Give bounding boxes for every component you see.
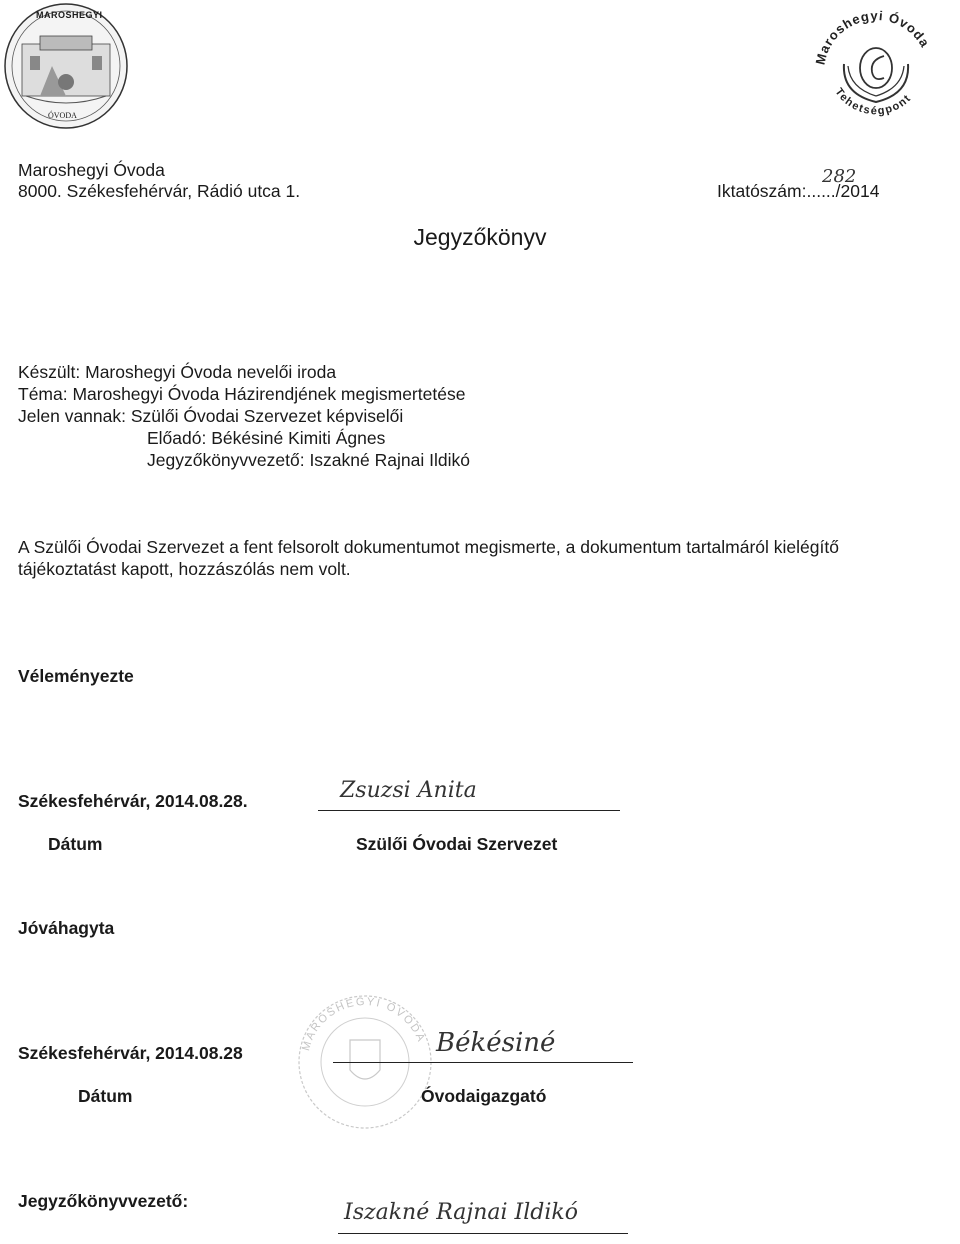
body-line-1: A Szülői Óvodai Szervezet a fent felsorolt dokumentumot megismerte, a dokumentum tartalmáról kielégítő <box>18 537 839 557</box>
reg-dots: ...... <box>806 181 836 201</box>
detail-present: Jelen vannak: Szülői Óvodai Szervezet képviselői <box>18 406 404 426</box>
logo-arc-bottom: Tehetségpont <box>832 86 914 118</box>
signature-line-parents <box>318 810 620 811</box>
detail-minutes-taker: Jegyzőkönyvvezető: Iszakné Rajnai Ildikó <box>147 450 470 470</box>
section-approved-signer: Óvodaigazgató <box>421 1086 547 1106</box>
stamp-text: MAROSHEGYI ÓVODA <box>300 995 428 1053</box>
signature-line-minutes-taker <box>338 1233 628 1234</box>
detail-place: Készült: Maroshegyi Óvoda nevelői iroda <box>18 362 337 382</box>
minutes-taker-label: Jegyzőkönyvvezető: <box>18 1191 189 1211</box>
detail-presenter: Előadó: Békésiné Kimiti Ágnes <box>147 428 386 448</box>
talent-point-logo <box>806 2 946 142</box>
section-reviewed-date-label: Dátum <box>48 834 103 854</box>
logo-arc-top: Maroshegyi Óvoda <box>812 7 933 67</box>
reg-handwritten-number: 282 <box>822 166 857 187</box>
document-title: Jegyzőkönyv <box>413 224 547 250</box>
logo-text-bottom: ÓVODA <box>48 111 77 120</box>
reg-label: Iktatószám: <box>717 181 807 201</box>
signature-parents: Zsuzsi Anita <box>340 778 477 803</box>
body-line-2: tájékoztatást kapott, hozzászólás nem volt. <box>18 559 351 579</box>
section-reviewed-heading: Véleményezte <box>18 666 134 686</box>
org-address: 8000. Székesfehérvár, Rádió utca 1. <box>18 181 301 201</box>
reg-suffix: /2014 <box>835 181 880 201</box>
section-approved-heading: Jóváhagyta <box>18 918 115 938</box>
signature-director: Békésiné <box>436 1028 556 1058</box>
section-approved-date: Székesfehérvár, 2014.08.28 <box>18 1043 243 1063</box>
signature-line-director <box>333 1062 633 1063</box>
svg-text:MAROSHEGYI ÓVODA <box>300 996 427 1052</box>
section-reviewed-signer: Szülői Óvodai Szervezet <box>356 834 558 854</box>
school-logo <box>0 0 130 132</box>
section-approved-date-label: Dátum <box>78 1086 133 1106</box>
logo-text-top: MAROSHEGYI <box>36 10 103 20</box>
detail-topic: Téma: Maroshegyi Óvoda Házirendjének megismertetése <box>18 384 466 404</box>
section-reviewed-date: Székesfehérvár, 2014.08.28. <box>18 791 248 811</box>
svg-text:Maroshegyi Óvoda <box>812 8 932 66</box>
signature-minutes-taker: Iszakné Rajnai Ildikó <box>344 1200 578 1225</box>
org-name: Maroshegyi Óvoda <box>18 160 165 180</box>
